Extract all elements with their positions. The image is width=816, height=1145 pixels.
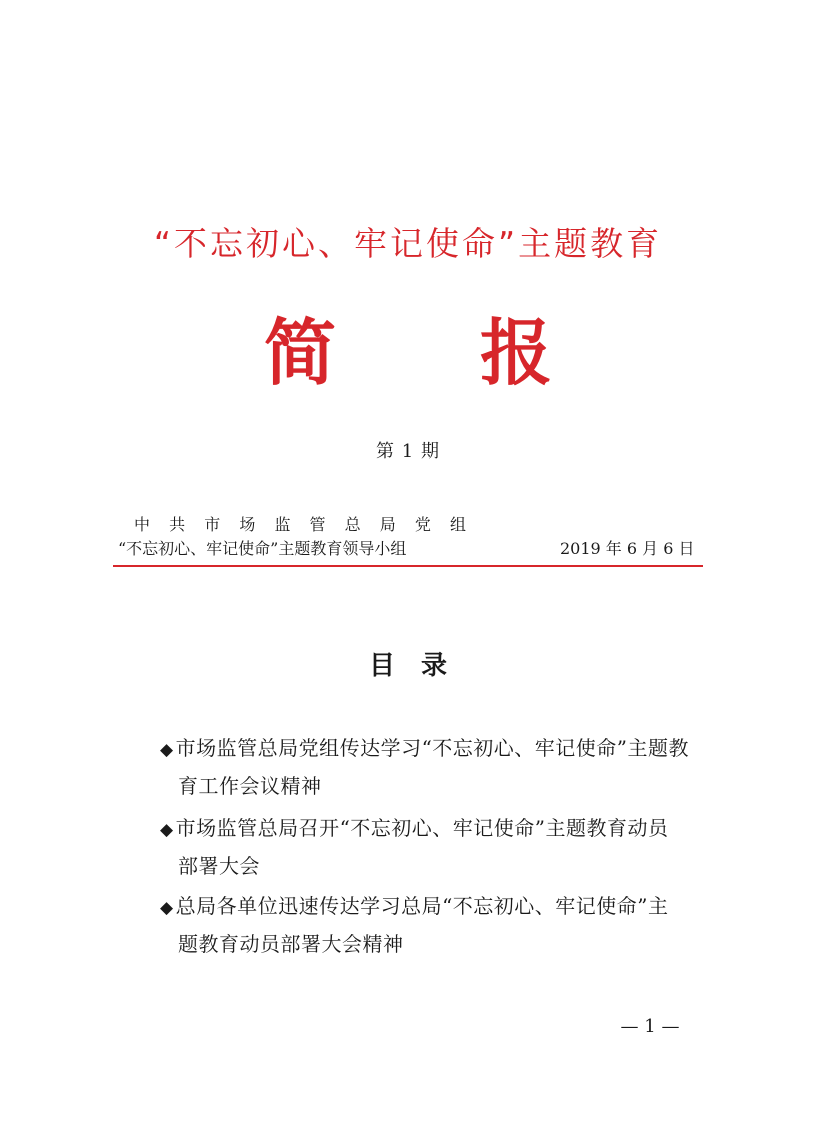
issuer-leading-group: “不忘初心、牢记使命”主题教育领导小组 [118, 539, 407, 558]
toc-item-text: 市场监管总局党组传达学习“不忘初心、牢记使命”主题教 [175, 736, 690, 760]
toc-item-text: 市场监管总局召开“不忘初心、牢记使命”主题教育动员 [175, 816, 669, 840]
issue-number: 第 1 期 [376, 441, 440, 462]
document-title: 简 报 [263, 310, 552, 395]
toc-item-text-continued: 部署大会 [178, 854, 260, 878]
diamond-bullet-icon: ◆ [160, 820, 174, 840]
header-divider [113, 565, 703, 567]
toc-item-text: 总局各单位迅速传达学习总局“不忘初心、牢记使命”主 [175, 894, 669, 918]
issuer-party-group: 中共市场监管总局党组 [134, 515, 466, 534]
toc-item [160, 810, 705, 884]
issue-date: 2019 年 6 月 6 日 [560, 539, 695, 558]
toc-title: 目 录 [368, 651, 447, 681]
toc-item [160, 888, 705, 962]
toc-item-text-continued: 题教育动员部署大会精神 [178, 932, 404, 956]
page-number: — 1 — [620, 1016, 680, 1037]
toc-item-text-continued: 育工作会议精神 [178, 774, 322, 798]
diamond-bullet-icon: ◆ [160, 740, 174, 760]
toc-item [160, 730, 705, 804]
diamond-bullet-icon: ◆ [160, 898, 174, 918]
series-title: “不忘初心、牢记使命”主题教育 [153, 224, 663, 263]
